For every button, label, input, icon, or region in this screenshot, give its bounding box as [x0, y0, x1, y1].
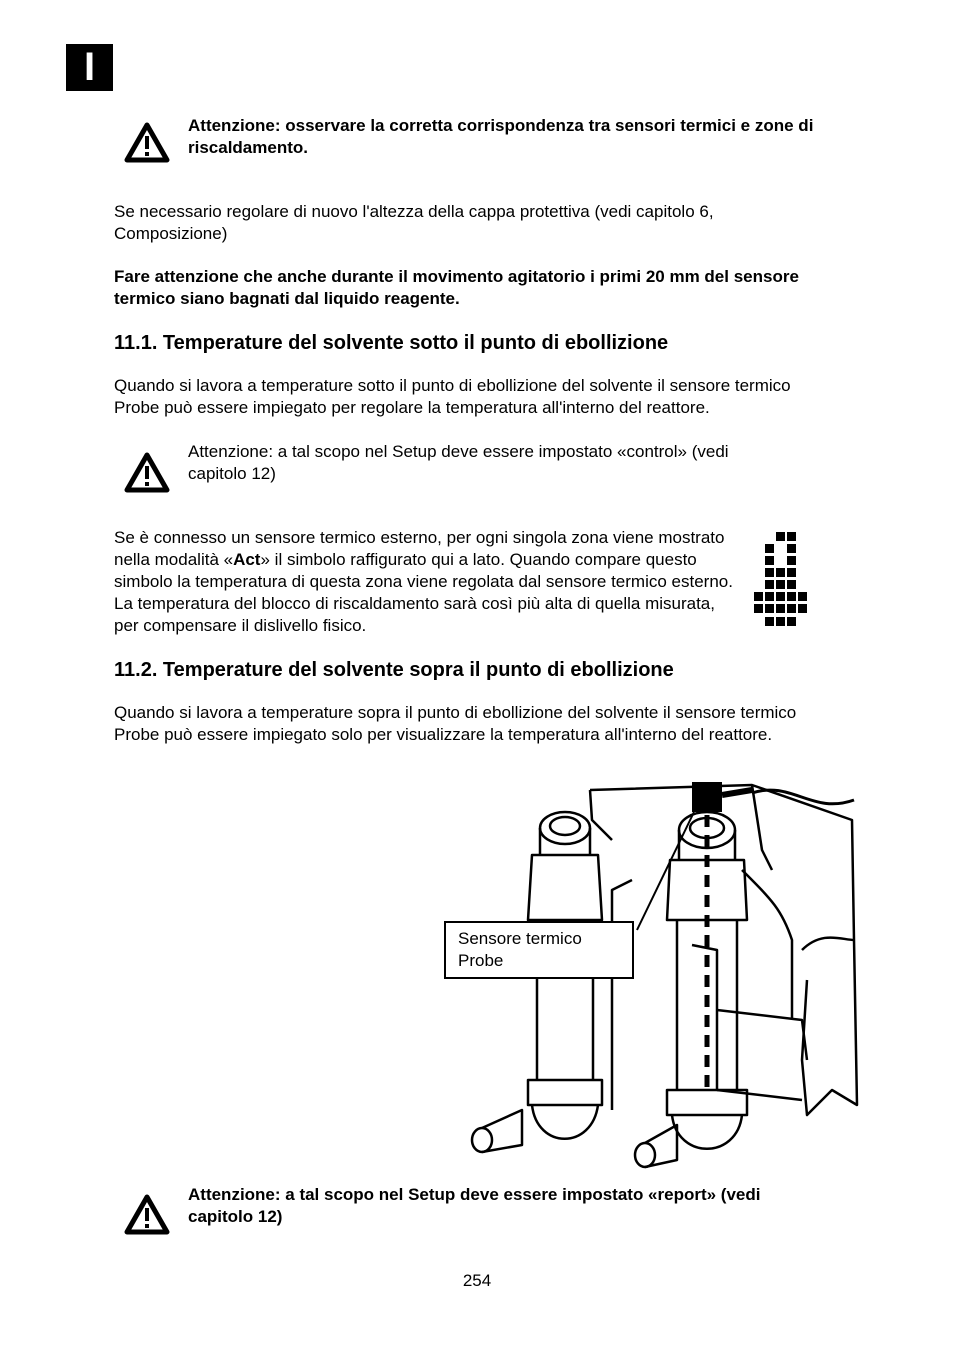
section1-body: Quando si lavora a temperature sotto il punto di ebollizione del solvente il sensore termico Probe può essere impiegato per regolare la temperatura all'interno del reattore. [114, 376, 791, 417]
section-heading-below-boiling: 11.1. Temperature del solvente sotto il punto di ebollizione [114, 332, 669, 354]
warning-icon [124, 1194, 170, 1236]
page-number: 254 [462, 1271, 492, 1290]
warning-text-control: Attenzione: a tal scopo nel Setup deve essere impostato «control» (vedi capitolo 12) [188, 442, 729, 483]
paragraph-hood: Se necessario regolare di nuovo l'altezza della cappa protettiva (vedi capitolo 6, Composizione) [114, 202, 714, 243]
paragraph-stirring: Fare attenzione che anche durante il movimento agitatorio i primi 20 mm del sensore termico siano bagnati dal liquido reagente. [114, 267, 799, 308]
section2-body: Quando si lavora a temperature sopra il punto di ebollizione del solvente il sensore termico Probe può essere impiegato solo per visualizzare la temperatura all'interno del reattore. [114, 703, 797, 744]
warning-icon [124, 452, 170, 494]
sensor-symbol-icon [752, 531, 808, 632]
sensor-callout-label: Sensore termico Probe [444, 921, 634, 979]
warning-text-report: Attenzione: a tal scopo nel Setup deve essere impostato «report» (vedi capitolo 12) [188, 1185, 761, 1226]
section-heading-above-boiling: 11.2. Temperature del solvente sopra il punto di ebollizione [114, 659, 674, 681]
external-sensor-paragraph: Se è connesso un sensore termico esterno, per ogni singola zona viene mostrato nella modalità «Act» il simbolo raffigurato qui a lato. Quando compare questo simbolo la temperatura di questa zona viene regolata dal sensore termico esterno. La temperatura del blocco di riscaldamento sarà così più alta di quella misurata, per compensare il dislivello fisico. [114, 528, 733, 635]
language-tab: I [66, 44, 113, 91]
warning-text-zones: Attenzione: osservare la corretta corrispondenza tra sensori termici e zone di riscaldamento. [188, 116, 814, 157]
warning-icon [124, 122, 170, 164]
